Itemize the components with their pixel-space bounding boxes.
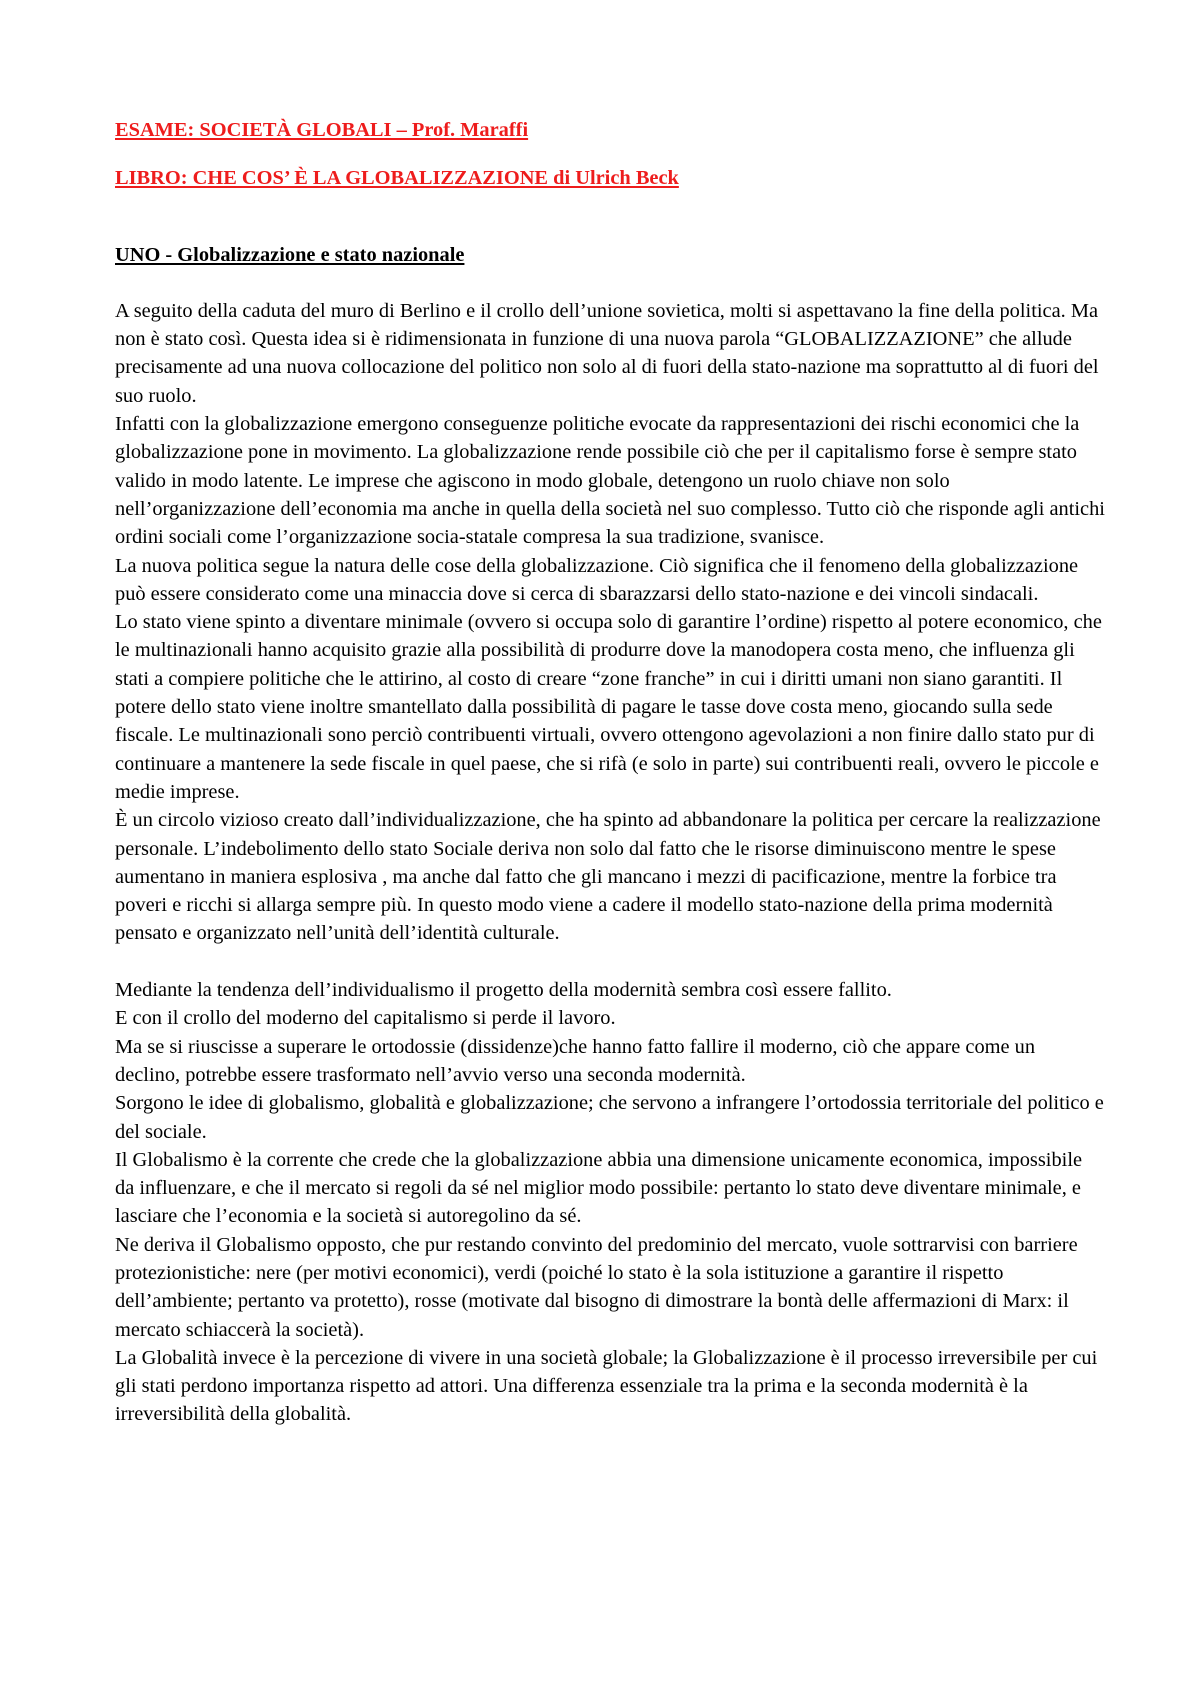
paragraph: Ma se si riuscisse a superare le ortodossie (dissidenze)che hanno fatto fallire il moderno, ciò che appare come un declino, potrebbe essere trasformato nell’avvio verso una seconda modernità. — [115, 1035, 1036, 1086]
paragraph: Sorgono le idee di globalismo, globalità e globalizzazione; che servono a infrangere l’ortodossia territoriale del politico e del sociale. — [115, 1092, 1104, 1143]
document-body — [115, 116, 1105, 1429]
paragraph: E con il crollo del moderno del capitalismo si perde il lavoro. — [115, 1007, 616, 1030]
paragraph: Infatti con la globalizzazione emergono conseguenze politiche evocate da rappresentazioni dei rischi economici che la globalizzazione pone in movimento. La globalizzazione rende possibile ciò che per il capitalismo forse è sempre stato valido in modo latente. Le imprese che agiscono in modo globale, detengono un ruolo chiave non solo nell’organizzazione dell’economia ma anche in quella della società nel suo complesso. Tutto ciò che risponde agli antichi ordini sociali come l’organizzazione socia-statale compresa la sua tradizione, svanisce. — [115, 413, 1105, 549]
text-block-1 — [115, 297, 1105, 948]
exam-heading: ESAME: SOCIETÀ GLOBALI – Prof. Maraffi — [115, 119, 529, 141]
book-heading: LIBRO: CHE COS’ È LA GLOBALIZZAZIONE di Ulrich Beck — [115, 167, 679, 190]
text-block-2 — [115, 976, 1105, 1429]
paragraph-spacer — [115, 948, 1105, 976]
paragraph: Ne deriva il Globalismo opposto, che pur restando convinto del predominio del mercato, vuole sottrarvisi con barriere protezionistiche: nere (per motivi economici), verdi (poiché lo stato è la sola istituzione a garantire il rispetto dell’ambiente; pertanto va protetto), rosse (motivate dal bisogno di dimostrare la bontà delle affermazioni di Marx: il mercato schiaccerà la società). — [115, 1233, 1078, 1341]
paragraph: Mediante la tendenza dell’individualismo il progetto della modernità sembra così essere fallito. — [115, 979, 892, 1002]
paragraph: La Globalità invece è la percezione di vivere in una società globale; la Globalizzazione è il processo irreversibile per cui gli stati perdono importanza rispetto ad attori. Una differenza essenziale tra la prima e la seconda modernità è la irreversibilità della globalità. — [115, 1346, 1098, 1426]
paragraph: Il Globalismo è la corrente che crede che la globalizzazione abbia una dimensione unicamente economica, impossibile da influenzare, e che il mercato si regoli da sé nel miglior modo possibile: pertanto lo stato deve diventare minimale, e lasciare che l’economia e la società si autoregolino da sé. — [115, 1148, 1083, 1228]
paragraph: Lo stato viene spinto a diventare minimale (ovvero si occupa solo di garantire l’ordine) rispetto al potere economico, che le multinazionali hanno acquisito grazie alla possibilità di produrre dove la manodopera costa meno, che influenza gli stati a compiere politiche che le attirino, al costo di creare “zone franche” in cui i diritti umani non siano garantiti. Il potere dello stato viene inoltre smantellato dalla possibilità di pagare le tasse dove costa meno, giocando sulla sede fiscale. Le multinazionali sono perciò contribuenti virtuali, ovvero ottengono agevolazioni a non finire dallo stato pur di continuare a mantenere la sede fiscale in quel paese, che si rifà (e solo in parte) sui contribuenti reali, ovvero le piccole e medie imprese. — [115, 611, 1102, 803]
chapter-title: UNO - Globalizzazione e stato nazionale — [115, 243, 465, 266]
paragraph: A seguito della caduta del muro di Berlino e il crollo dell’unione sovietica, molti si aspettavano la fine della politica. Ma non è stato così. Questa idea si è ridimensionata in funzione di una nuova parola “GLOBALIZZAZIONE” che allude precisamente ad una nuova collocazione del politico non solo al di fuori della stato-nazione ma soprattutto al di fuori del suo ruolo. — [115, 299, 1099, 407]
paragraph: La nuova politica segue la natura delle cose della globalizzazione. Ciò significa che il fenomeno della globalizzazione può essere considerato come una minaccia dove si cerca di sbarazzarsi dello stato-nazione e dei vincoli sindacali. — [115, 554, 1079, 605]
paragraph: È un circolo vizioso creato dall’individualizzazione, che ha spinto ad abbandonare la politica per cercare la realizzazione personale. L’indebolimento dello stato Sociale deriva non solo dal fatto che le risorse diminuiscono mentre le spese aumentano in maniera esplosiva , ma anche dal fatto che gli mancano i mezzi di pacificazione, mentre la forbice tra poveri e ricchi si allarga sempre più. In questo modo viene a cadere il modello stato-nazione della prima modernità pensato e organizzato nell’unità dell’identità culturale. — [115, 809, 1101, 945]
